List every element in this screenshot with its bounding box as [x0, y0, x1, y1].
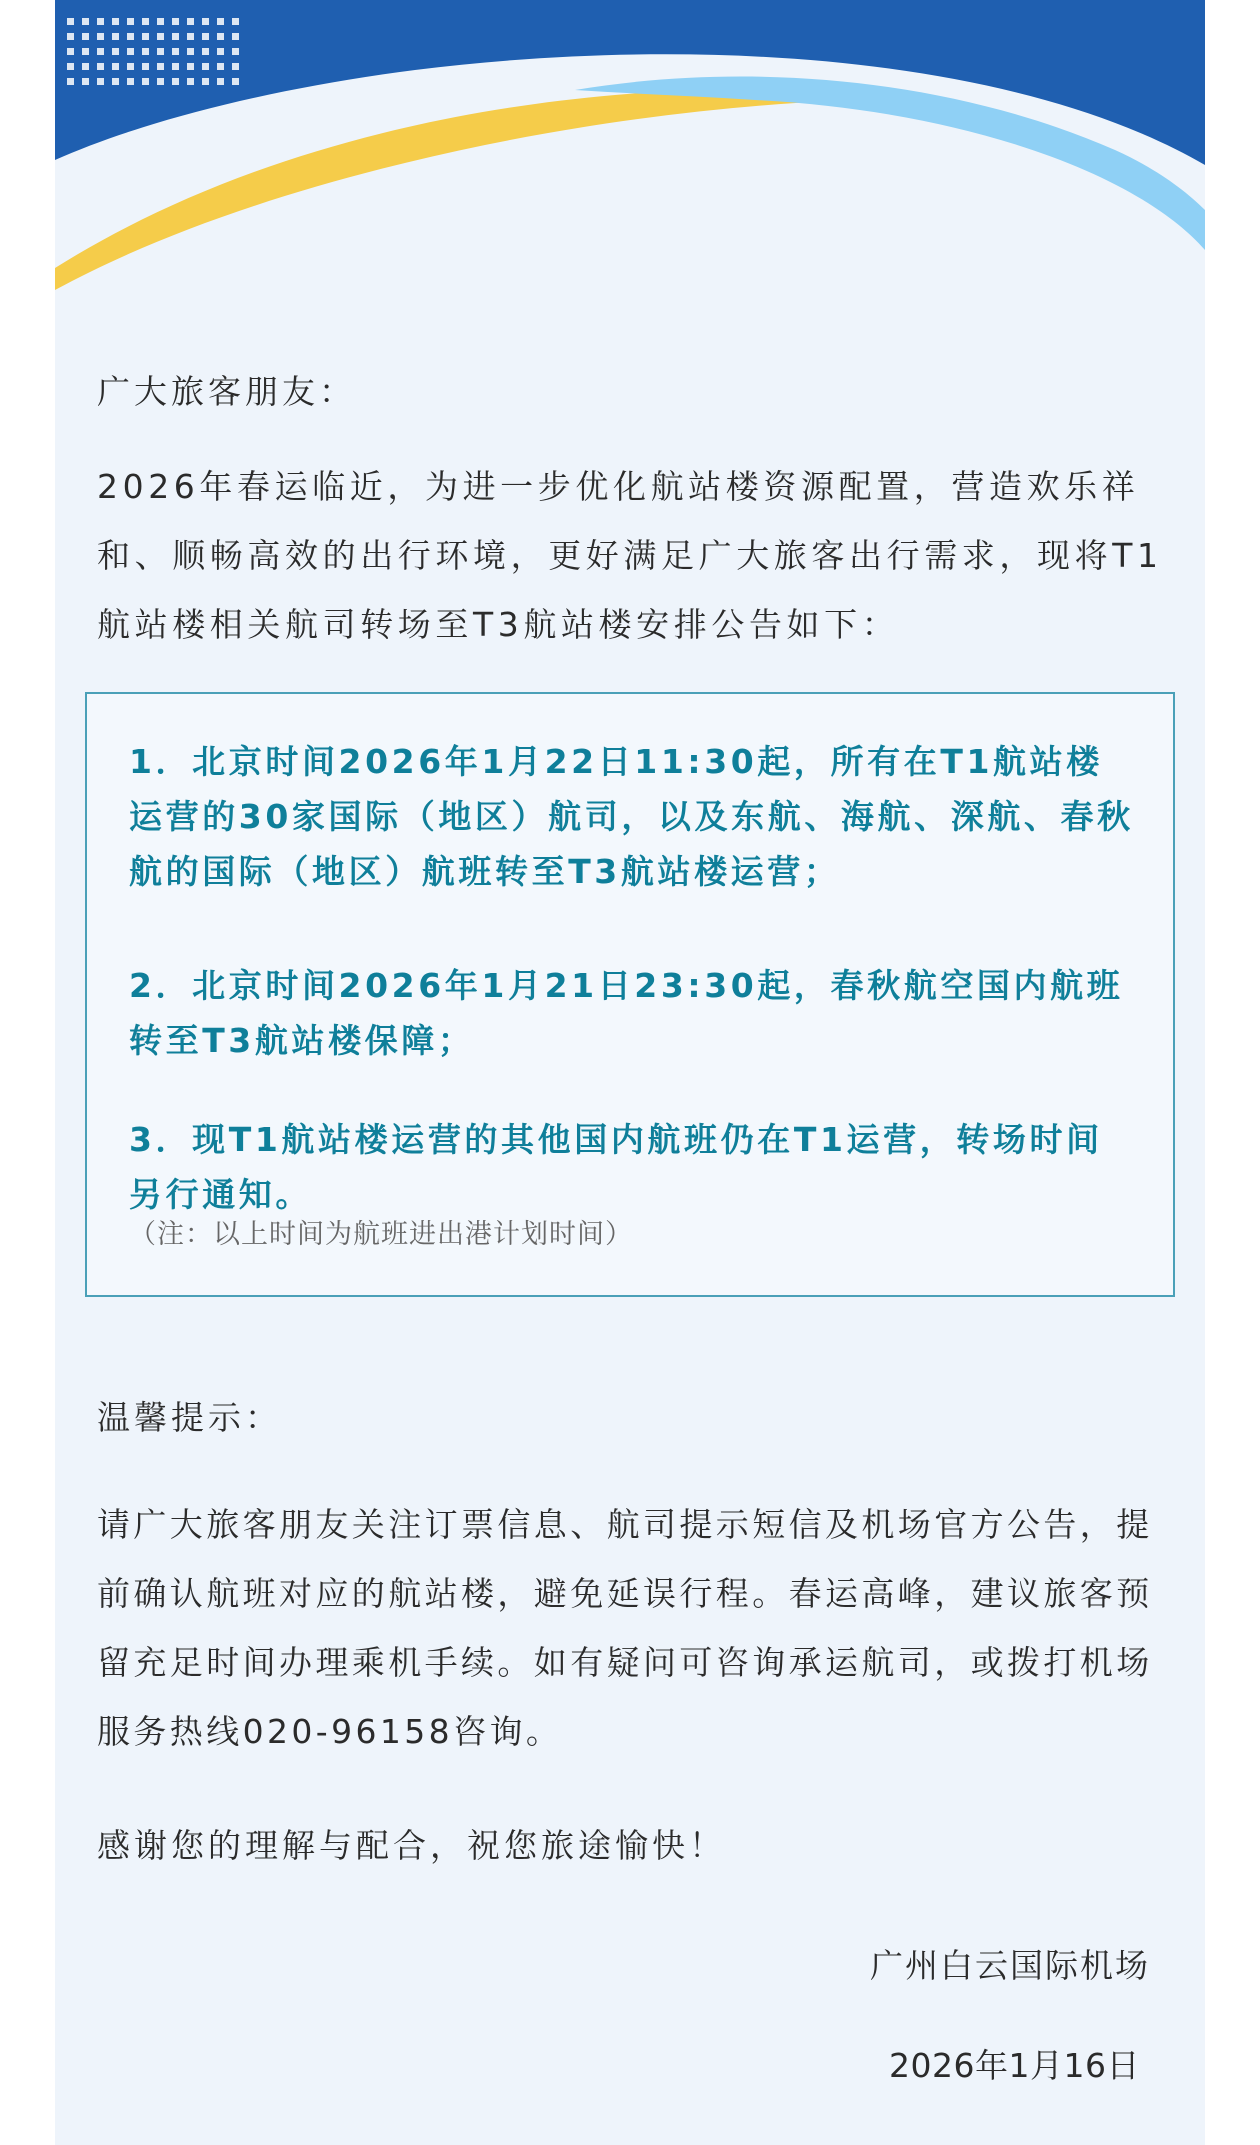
- tips-paragraph: 请广大旅客朋友关注订票信息、航司提示短信及机场官方公告，提前确认航班对应的航站楼，避免延误行程。春运高峰，建议旅客预留充足时间办理乘机手续。如有疑问可咨询承运航司，或拨打机场服务热线020-96158咨询。: [97, 1505, 1153, 1751]
- time-note: （注：以上时间为航班进出港计划时间）: [129, 1219, 633, 1250]
- notice-date: 2026年1月16日: [889, 2046, 1140, 2085]
- arrangement-item-3: 3．现T1航站楼运营的其他国内航班仍在T1运营，转场时间另行通知。: [129, 1120, 1103, 1214]
- thanks-line: 感谢您的理解与配合，祝您旅途愉快！: [97, 1826, 726, 1865]
- notice-page: [55, 0, 1205, 2145]
- signature: 广州白云国际机场: [870, 1946, 1150, 1985]
- greeting: 广大旅客朋友：: [97, 372, 356, 411]
- header-banner: [55, 0, 1205, 300]
- arrangement-item-2: 2．北京时间2026年1月21日23:30起，春秋航空国内航班转至T3航站楼保障；: [129, 966, 1124, 1060]
- arrangement-item-1: 1．北京时间2026年1月22日11:30起，所有在T1航站楼运营的30家国际（地区）航司，以及东航、海航、深航、春秋航的国际（地区）航班转至T3航站楼运营；: [129, 742, 1134, 891]
- banner-yellow-swoosh: [55, 88, 955, 290]
- arrangement-box: [85, 692, 1175, 1297]
- tips-title: 温馨提示：: [97, 1398, 282, 1437]
- intro-paragraph: 2026年春运临近，为进一步优化航站楼资源配置，营造欢乐祥和、顺畅高效的出行环境，更好满足广大旅客出行需求，现将T1航站楼相关航司转场至T3航站楼安排公告如下：: [97, 467, 1163, 644]
